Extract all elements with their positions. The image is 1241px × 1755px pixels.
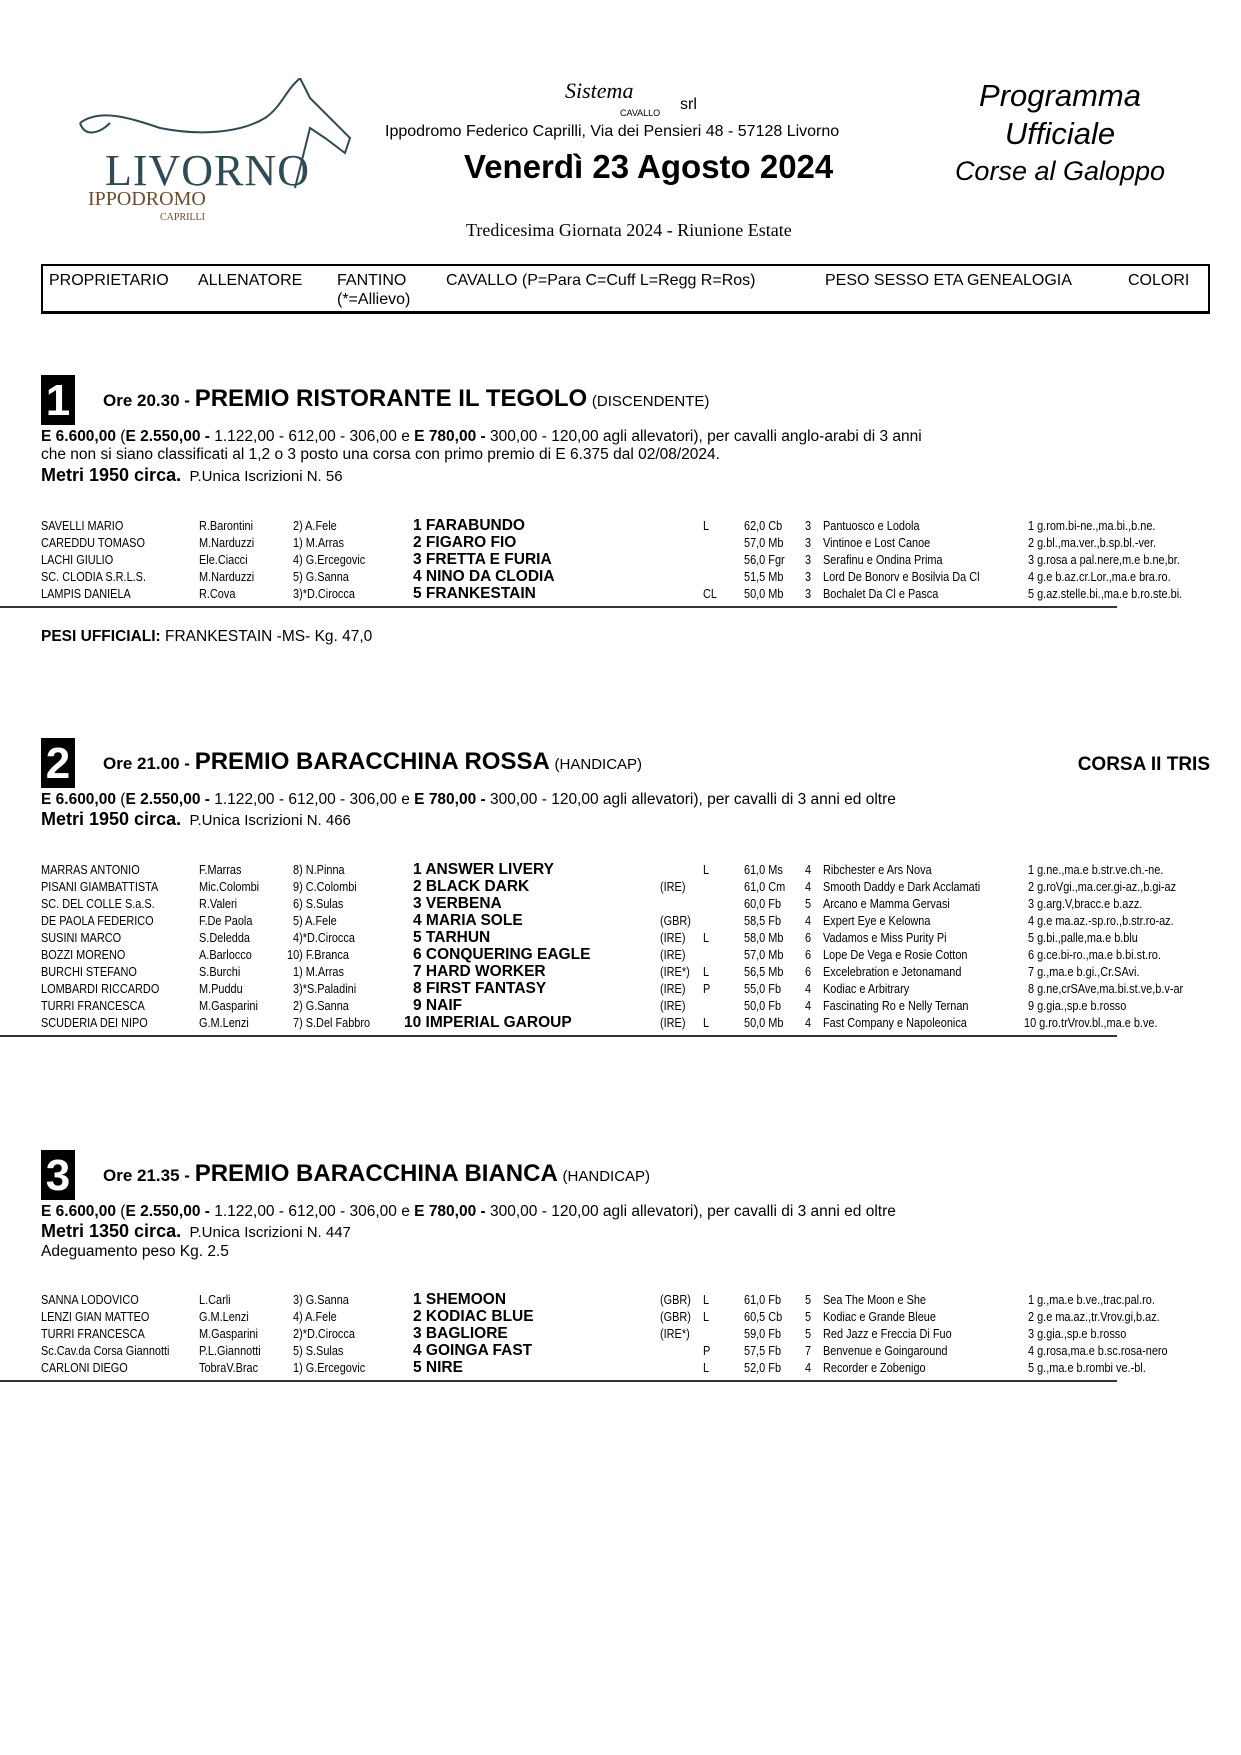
runner-jockey: 3)*S.Paladini (293, 981, 357, 996)
program-title-2: Ufficiale (1004, 116, 1116, 151)
runner-trainer: Mic.Colombi (199, 879, 260, 894)
runner-equipment: L (703, 1360, 710, 1375)
runner-owner: BOZZI MORENO (41, 947, 126, 962)
runner-owner: LACHI GIULIO (41, 552, 114, 567)
runner-row (0, 912, 1241, 929)
runner-trainer: A.Barlocco (199, 947, 252, 962)
runner-trainer: L.Carli (199, 1292, 231, 1307)
runner-equipment: P (703, 1343, 711, 1358)
venue-address: Ippodromo Federico Caprilli, Via dei Pensieri 48 - 57128 Livorno (385, 123, 840, 140)
sponsor-logo: Sistema (565, 78, 634, 103)
runner-horse-name: 10 IMPERIAL GAROUP (404, 1014, 572, 1031)
race-time: Ore 21.35 - (103, 1166, 190, 1185)
runner-jockey: 1) M.Arras (293, 964, 344, 979)
col-jockey: FANTINO (337, 272, 407, 289)
runner-age: 3 (805, 586, 812, 601)
runner-equipment: L (703, 1309, 710, 1324)
runner-equipment: L (703, 518, 710, 533)
runner-trainer: M.Narduzzi (199, 535, 255, 550)
runner-colors: 7 g.,ma.e b.gi.,Cr.SAvi. (1028, 964, 1140, 979)
runner-age: 7 (805, 1343, 812, 1358)
runner-horse-name: 3 FRETTA E FURIA (413, 551, 552, 568)
runner-pedigree: Fascinating Ro e Nelly Ternan (823, 998, 969, 1013)
runner-horse-name: 3 BAGLIORE (413, 1325, 508, 1342)
runner-age: 5 (805, 896, 812, 911)
runner-owner: SAVELLI MARIO (41, 518, 124, 533)
runner-weight-sex: 57,0 Mb (744, 947, 784, 962)
runner-origin: (GBR) (660, 1309, 691, 1324)
race-number: 2 (41, 738, 75, 788)
race-category: (HANDICAP) (562, 1168, 651, 1185)
runner-row (0, 534, 1241, 551)
runner-owner: LOMBARDI RICCARDO (41, 981, 160, 996)
runner-horse-name: 5 FRANKESTAIN (413, 585, 536, 602)
runner-horse-name: 9 NAIF (413, 997, 463, 1014)
runner-origin: (IRE) (660, 998, 686, 1013)
runner-colors: 5 g.bi.,palle,ma.e b.blu (1028, 930, 1138, 945)
runner-trainer: R.Cova (199, 586, 236, 601)
runner-row (0, 878, 1241, 895)
runner-weight-sex: 60,0 Fb (744, 896, 782, 911)
runner-colors: 4 g.e ma.az.-sp.ro.,b.str.ro-az. (1028, 913, 1174, 928)
runner-owner: SC. CLODIA S.R.L.S. (41, 569, 146, 584)
runner-owner: DE PAOLA FEDERICO (41, 913, 154, 928)
runner-horse-name: 5 NIRE (413, 1359, 463, 1376)
runner-row (0, 585, 1241, 602)
runner-origin: (IRE*) (660, 1326, 690, 1341)
runner-row (0, 946, 1241, 963)
runner-age: 3 (805, 552, 812, 567)
runner-horse-name: 4 MARIA SOLE (413, 912, 523, 929)
runner-colors: 5 g.,ma.e b.rombi ve.-bl. (1028, 1360, 1146, 1375)
race-divider (0, 1035, 1117, 1037)
runner-owner: SCUDERIA DEI NIPO (41, 1015, 148, 1030)
runner-age: 3 (805, 518, 812, 533)
runner-pedigree: Sea The Moon e She (823, 1292, 927, 1307)
race-name: PREMIO BARACCHINA ROSSA (194, 748, 550, 775)
logo-livorno: LIVORNO (105, 146, 310, 195)
race-prize: E 6.600,00 (E 2.550,00 - 1.122,00 - 612,00 - 306,00 e E 780,00 - 300,00 - 120,00 agli allevatori), per cavalli di 3 anni ed oltre (41, 791, 896, 808)
runner-owner: TURRI FRANCESCA (41, 998, 145, 1013)
runner-horse-name: 1 SHEMOON (413, 1291, 507, 1308)
runner-weight-sex: 57,0 Mb (744, 535, 784, 550)
runner-horse-name: 4 GOINGA FAST (413, 1342, 533, 1359)
runner-horse-name: 1 FARABUNDO (413, 517, 525, 534)
runner-colors: 4 g.rosa,ma.e b.sc.rosa-nero (1028, 1343, 1168, 1358)
runner-jockey: 7) S.Del Fabbro (293, 1015, 371, 1030)
runner-weight-sex: 58,0 Mb (744, 930, 784, 945)
runner-jockey: 1) M.Arras (293, 535, 344, 550)
runner-age: 4 (805, 1360, 812, 1375)
runner-pedigree: Benvenue e Goingaround (823, 1343, 948, 1358)
runner-colors: 3 g.rosa a pal.nere,m.e b.ne,br. (1028, 552, 1180, 567)
runner-origin: (GBR) (660, 913, 691, 928)
race-divider (0, 606, 1117, 608)
runner-weight-sex: 52,0 Fb (744, 1360, 782, 1375)
runner-trainer: M.Puddu (199, 981, 243, 996)
runner-pedigree: Lope De Vega e Rosie Cotton (823, 947, 968, 962)
runner-weight-sex: 56,0 Fgr (744, 552, 785, 567)
runner-row (0, 1014, 1241, 1031)
runner-pedigree: Ribchester e Ars Nova (823, 862, 932, 877)
runner-colors: 3 g.gia.,sp.e b.rosso (1028, 1326, 1127, 1341)
runner-row (0, 1325, 1241, 1342)
runner-origin: (IRE) (660, 879, 686, 894)
runner-jockey: 4) G.Ercegovic (293, 552, 366, 567)
runner-horse-name: 4 NINO DA CLODIA (413, 568, 555, 585)
runner-trainer: Ele.Ciacci (199, 552, 248, 567)
runner-weight-sex: 59,0 Fb (744, 1326, 782, 1341)
runner-weight-sex: 58,5 Fb (744, 913, 782, 928)
runner-trainer: P.L.Giannotti (199, 1343, 261, 1358)
runner-owner: LAMPIS DANIELA (41, 586, 131, 601)
runner-origin: (IRE) (660, 947, 686, 962)
runner-jockey: 5) A.Fele (293, 913, 337, 928)
runner-weight-sex: 50,0 Fb (744, 998, 782, 1013)
runner-weight-sex: 61,0 Fb (744, 1292, 782, 1307)
runner-origin: (IRE) (660, 1015, 686, 1030)
race-tag: CORSA II TRIS (1077, 754, 1210, 775)
runner-pedigree: Pantuosco e Lodola (823, 518, 920, 533)
runner-owner: SANNA LODOVICO (41, 1292, 139, 1307)
col-jockey-note: (*=Allievo) (337, 291, 411, 308)
race-distance: Metri 1350 circa. P.Unica Iscrizioni N. 447 (41, 1221, 351, 1241)
runner-origin: (IRE) (660, 930, 686, 945)
logo-caprilli: CAPRILLI (160, 212, 205, 223)
runner-owner: TURRI FRANCESCA (41, 1326, 145, 1341)
runner-origin: (IRE*) (660, 964, 690, 979)
runner-pedigree: Expert Eye e Kelowna (823, 913, 931, 928)
race-title (103, 748, 642, 776)
runner-horse-name: 6 CONQUERING EAGLE (413, 946, 591, 963)
runner-pedigree: Red Jazz e Freccia Di Fuo (823, 1326, 952, 1341)
col-horse: CAVALLO (P=Para C=Cuff L=Regg R=Ros) (446, 272, 756, 289)
race-divider (0, 1380, 1117, 1382)
runner-horse-name: 1 ANSWER LIVERY (413, 861, 554, 878)
race-prize: E 6.600,00 (E 2.550,00 - 1.122,00 - 612,00 - 306,00 e E 780,00 - 300,00 - 120,00 agli allevatori), per cavalli anglo-arabi di 3 anni (41, 428, 922, 445)
col-owner: PROPRIETARIO (49, 272, 169, 289)
runner-owner: LENZI GIAN MATTEO (41, 1309, 150, 1324)
runner-equipment: P (703, 981, 711, 996)
runner-jockey: 6) S.Sulas (293, 896, 344, 911)
runner-colors: 2 g.bl.,ma.ver.,b.sp.bl.-ver. (1028, 535, 1157, 550)
runner-row (0, 1359, 1241, 1376)
runner-owner: Sc.Cav.da Corsa Giannotti (41, 1343, 170, 1358)
runner-jockey: 10) F.Branca (287, 947, 349, 962)
runner-jockey: 5) S.Sulas (293, 1343, 344, 1358)
runner-equipment: CL (703, 586, 717, 601)
runner-trainer: R.Barontini (199, 518, 254, 533)
runner-colors: 4 g.e b.az.cr.Lor.,ma.e bra.ro. (1028, 569, 1171, 584)
runner-row (0, 895, 1241, 912)
runner-pedigree: Vintinoe e Lost Canoe (823, 535, 931, 550)
runner-colors: 5 g.az.stelle.bi.,ma.e b.ro.ste.bi. (1028, 586, 1183, 601)
logo-ippodromo: IPPODROMO (88, 188, 206, 210)
col-colors: COLORI (1128, 272, 1190, 289)
race-date: Venerdì 23 Agosto 2024 (464, 148, 834, 185)
runner-age: 4 (805, 981, 812, 996)
runner-colors: 1 g.,ma.e b.ve.,trac.pal.ro. (1028, 1292, 1155, 1307)
runner-pedigree: Kodiac e Arbitrary (823, 981, 910, 996)
sponsor-srl: srl (680, 96, 697, 113)
runner-jockey: 4) A.Fele (293, 1309, 337, 1324)
runner-age: 5 (805, 1309, 812, 1324)
race-distance: Metri 1950 circa. P.Unica Iscrizioni N. 56 (41, 465, 343, 485)
runner-trainer: F.Marras (199, 862, 242, 877)
race-title (103, 1160, 650, 1188)
runner-jockey: 2)*D.Cirocca (293, 1326, 355, 1341)
runner-row (0, 1291, 1241, 1308)
race-prize: E 6.600,00 (E 2.550,00 - 1.122,00 - 612,00 - 306,00 e E 780,00 - 300,00 - 120,00 agli allevatori), per cavalli di 3 anni ed oltre (41, 1203, 896, 1220)
runner-jockey: 4)*D.Cirocca (293, 930, 355, 945)
runner-trainer: M.Gasparini (199, 998, 258, 1013)
runner-colors: 8 g.ne,crSAve,ma.bi.st.ve,b.v-ar (1028, 981, 1184, 996)
runner-pedigree: Excelebration e Jetonamand (823, 964, 962, 979)
runner-pedigree: Smooth Daddy e Dark Acclamati (823, 879, 981, 894)
column-header-box (41, 264, 1210, 314)
runner-colors: 1 g.ne.,ma.e b.str.ve.ch.-ne. (1028, 862, 1164, 877)
runner-row (0, 861, 1241, 878)
runner-owner: PISANI GIAMBATTISTA (41, 879, 159, 894)
runner-jockey: 3)*D.Cirocca (293, 586, 355, 601)
runner-origin: (GBR) (660, 1292, 691, 1307)
runner-age: 6 (805, 930, 812, 945)
runner-equipment: L (703, 862, 710, 877)
race-distance: Metri 1950 circa. P.Unica Iscrizioni N. 466 (41, 809, 351, 829)
runner-origin: (IRE) (660, 981, 686, 996)
runner-horse-name: 2 KODIAC BLUE (413, 1308, 534, 1325)
runner-trainer: R.Valeri (199, 896, 238, 911)
race-number: 1 (41, 375, 75, 425)
race-category: (DISCENDENTE) (591, 393, 710, 410)
runner-trainer: G.M.Lenzi (199, 1309, 249, 1324)
col-details: PESO SESSO ETA GENEALOGIA (825, 272, 1072, 289)
runner-row (0, 517, 1241, 534)
runner-colors: 10 g.ro.trVrov.bl.,ma.e b.ve. (1024, 1015, 1158, 1030)
runner-row (0, 963, 1241, 980)
runner-age: 5 (805, 1292, 812, 1307)
runner-row (0, 929, 1241, 946)
runner-age: 4 (805, 879, 812, 894)
runner-jockey: 3) G.Sanna (293, 1292, 349, 1307)
runner-colors: 6 g.ce.bi-ro.,ma.e b.bi.st.ro. (1028, 947, 1161, 962)
runner-pedigree: Arcano e Mamma Gervasi (823, 896, 950, 911)
runner-pedigree: Lord De Bonorv e Bosilvia Da Cl (823, 569, 980, 584)
runner-equipment: L (703, 930, 710, 945)
runner-colors: 9 g.gia.,sp.e b.rosso (1028, 998, 1127, 1013)
runner-horse-name: 3 VERBENA (413, 895, 502, 912)
runner-jockey: 8) N.Pinna (293, 862, 345, 877)
runner-horse-name: 7 HARD WORKER (413, 963, 546, 980)
runner-weight-sex: 56,5 Mb (744, 964, 784, 979)
runner-row (0, 997, 1241, 1014)
runner-weight-sex: 61,0 Cm (744, 879, 786, 894)
runner-owner: BURCHI STEFANO (41, 964, 137, 979)
runner-pedigree: Fast Company e Napoleonica (823, 1015, 967, 1030)
col-trainer: ALLENATORE (198, 272, 303, 289)
runner-colors: 1 g.rom.bi-ne.,ma.bi.,b.ne. (1028, 518, 1156, 533)
runner-jockey: 5) G.Sanna (293, 569, 349, 584)
runner-weight-sex: 60,5 Cb (744, 1309, 783, 1324)
runner-weight-sex: 51,5 Mb (744, 569, 784, 584)
runner-pedigree: Bochalet Da Cl e Pasca (823, 586, 939, 601)
program-title-1: Programma (979, 78, 1141, 113)
runner-trainer: M.Narduzzi (199, 569, 255, 584)
runner-age: 4 (805, 913, 812, 928)
runner-equipment: L (703, 964, 710, 979)
sponsor-sub: CAVALLO (620, 108, 661, 118)
race-name: PREMIO RISTORANTE IL TEGOLO (194, 385, 588, 412)
runner-colors: 2 g.e ma.az.,tr.Vrov.gi,b.az. (1028, 1309, 1160, 1324)
runner-horse-name: 8 FIRST FANTASY (413, 980, 547, 997)
runner-age: 4 (805, 998, 812, 1013)
runner-trainer: TobraV.Brac (199, 1360, 259, 1375)
race-note: Adeguamento peso Kg. 2.5 (41, 1243, 229, 1260)
runner-jockey: 9) C.Colombi (293, 879, 357, 894)
runner-age: 4 (805, 862, 812, 877)
race-name: PREMIO BARACCHINA BIANCA (194, 1160, 558, 1187)
runner-age: 4 (805, 1015, 812, 1030)
runner-row (0, 568, 1241, 585)
runner-owner: SUSINI MARCO (41, 930, 122, 945)
race-number: 3 (41, 1150, 75, 1200)
official-weights: PESI UFFICIALI: FRANKESTAIN -MS- Kg. 47,0 (41, 628, 373, 645)
runner-row (0, 551, 1241, 568)
runner-equipment: L (703, 1015, 710, 1030)
runner-trainer: S.Burchi (199, 964, 241, 979)
runner-weight-sex: 50,0 Mb (744, 586, 784, 601)
runner-colors: 3 g.arg.V,bracc.e b.azz. (1028, 896, 1143, 911)
runner-jockey: 2) A.Fele (293, 518, 337, 533)
runner-jockey: 2) G.Sanna (293, 998, 349, 1013)
race-conditions: che non si siano classificati al 1,2 o 3 posto una corsa con primo premio di E 6.375 dal 02/08/2024. (41, 446, 720, 463)
race-category: (HANDICAP) (554, 756, 643, 773)
runner-weight-sex: 57,5 Fb (744, 1343, 782, 1358)
runner-age: 5 (805, 1326, 812, 1341)
runner-weight-sex: 61,0 Ms (744, 862, 783, 877)
runner-trainer: F.De Paola (199, 913, 253, 928)
runner-pedigree: Recorder e Zobenigo (823, 1360, 926, 1375)
runner-horse-name: 2 BLACK DARK (413, 878, 530, 895)
runner-horse-name: 2 FIGARO FIO (413, 534, 517, 551)
runner-equipment: L (703, 1292, 710, 1307)
runner-row (0, 1308, 1241, 1325)
runner-age: 6 (805, 964, 812, 979)
runner-trainer: M.Gasparini (199, 1326, 258, 1341)
runner-owner: CARLONI DIEGO (41, 1360, 128, 1375)
race-time: Ore 21.00 - (103, 754, 190, 773)
runner-colors: 2 g.roVgi.,ma.cer.gi-az.,b.gi-az (1028, 879, 1177, 894)
runner-trainer: G.M.Lenzi (199, 1015, 249, 1030)
race-title (103, 385, 709, 413)
runner-owner: CAREDDU TOMASO (41, 535, 145, 550)
runner-weight-sex: 62,0 Cb (744, 518, 783, 533)
runner-age: 6 (805, 947, 812, 962)
runner-horse-name: 5 TARHUN (413, 929, 491, 946)
runner-pedigree: Serafinu e Ondina Prima (823, 552, 943, 567)
runner-weight-sex: 50,0 Mb (744, 1015, 784, 1030)
runner-pedigree: Kodiac e Grande Bleue (823, 1309, 936, 1324)
runner-age: 3 (805, 535, 812, 550)
runner-weight-sex: 55,0 Fb (744, 981, 782, 996)
runner-age: 3 (805, 569, 812, 584)
runner-owner: SC. DEL COLLE S.a.S. (41, 896, 155, 911)
runner-row (0, 1342, 1241, 1359)
runner-row (0, 980, 1241, 997)
program-title-3: Corse al Galoppo (954, 156, 1166, 186)
runner-owner: MARRAS ANTONIO (41, 862, 140, 877)
race-time: Ore 20.30 - (103, 391, 190, 410)
runner-jockey: 1) G.Ercegovic (293, 1360, 366, 1375)
runner-trainer: S.Deledda (199, 930, 251, 945)
runner-pedigree: Vadamos e Miss Purity Pi (823, 930, 947, 945)
meeting-title: Tredicesima Giornata 2024 - Riunione Estate (466, 220, 792, 240)
